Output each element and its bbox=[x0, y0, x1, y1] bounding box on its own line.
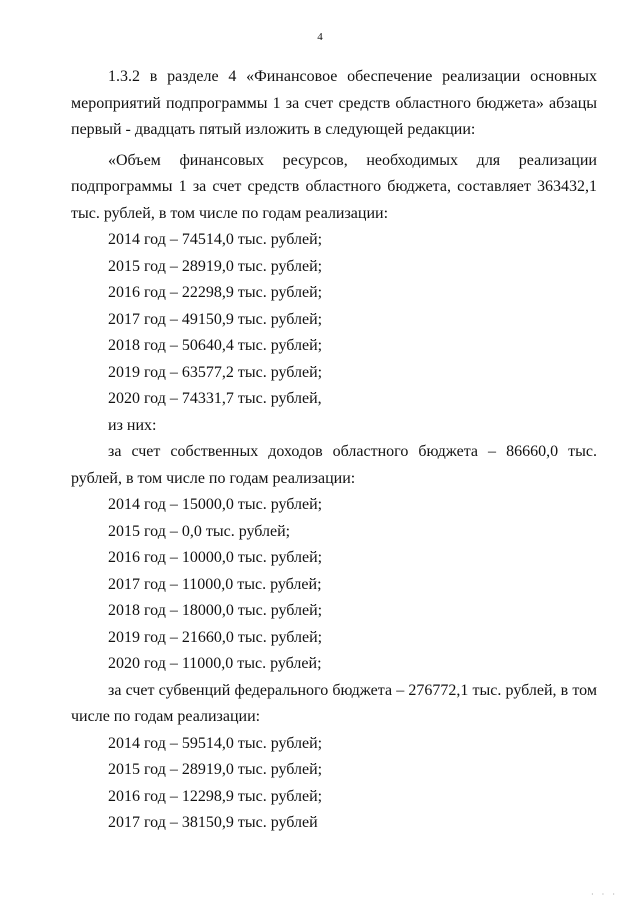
list-item: 2016 год – 22298,9 тыс. рублей; bbox=[108, 284, 323, 301]
list-item: 2015 год – 28919,0 тыс. рублей; bbox=[108, 761, 323, 778]
list-item: 2014 год – 59514,0 тыс. рублей; bbox=[108, 734, 323, 752]
list-item: 2019 год – 21660,0 тыс. рублей; bbox=[108, 628, 323, 646]
own-income-paragraph: за счет собственных доходов областного бюджета – 86660,0 тыс. рублей, в том числе по годам реализации: bbox=[71, 443, 597, 487]
list-item: 2015 год – 28919,0 тыс. рублей; bbox=[108, 257, 323, 275]
federal-subvention-paragraph: за счет субвенций федерального бюджета – 276772,1 тыс. рублей, в том числе по годам реализации: bbox=[71, 681, 597, 725]
list-item: 2017 год – 38150,9 тыс. рублей bbox=[108, 814, 318, 831]
list-item: 2014 год – 74514,0 тыс. рублей; bbox=[108, 231, 323, 248]
list-item: 2016 год – 12298,9 тыс. рублей; bbox=[108, 787, 323, 805]
list-item: 2018 год – 18000,0 тыс. рублей; bbox=[108, 602, 323, 619]
list-item: 2014 год – 15000,0 тыс. рублей; bbox=[108, 496, 323, 513]
list-item: 2017 год – 11000,0 тыс. рублей; bbox=[108, 575, 322, 593]
of-which-label: из них: bbox=[108, 416, 157, 434]
list-item: 2015 год – 0,0 тыс. рублей; bbox=[108, 522, 291, 540]
list-item: 2020 год – 11000,0 тыс. рублей; bbox=[108, 655, 322, 672]
total-funding-by-year-list bbox=[71, 227, 597, 439]
document-body bbox=[71, 64, 597, 837]
list-item: 2016 год – 10000,0 тыс. рублей; bbox=[108, 549, 323, 566]
scan-corner-marks: · · · bbox=[591, 890, 618, 899]
list-item: 2018 год – 50640,4 тыс. рублей; bbox=[108, 337, 323, 354]
list-item: 2017 год – 49150,9 тыс. рублей; bbox=[108, 310, 323, 328]
own-income-by-year-list bbox=[71, 492, 597, 678]
list-item: 2020 год – 74331,7 тыс. рублей, bbox=[108, 390, 322, 407]
intro-paragraph: 1.3.2 в разделе 4 «Финансовое обеспечение реализации основных мероприятий подпрограммы 1 за счет средств областного бюджета» абзацы первый - двадцать пятый изложить в следующей редакции: bbox=[71, 68, 597, 138]
total-funding-paragraph: «Объем финансовых ресурсов, необходимых для реализации подпрограммы 1 за счет средств областного бюджета, составляет 363432,1 тыс. рублей, в том числе по годам реализации: bbox=[71, 151, 597, 222]
list-item: 2019 год – 63577,2 тыс. рублей; bbox=[108, 363, 323, 381]
page-number: 4 bbox=[317, 31, 323, 43]
federal-subvention-by-year-list bbox=[71, 731, 597, 837]
